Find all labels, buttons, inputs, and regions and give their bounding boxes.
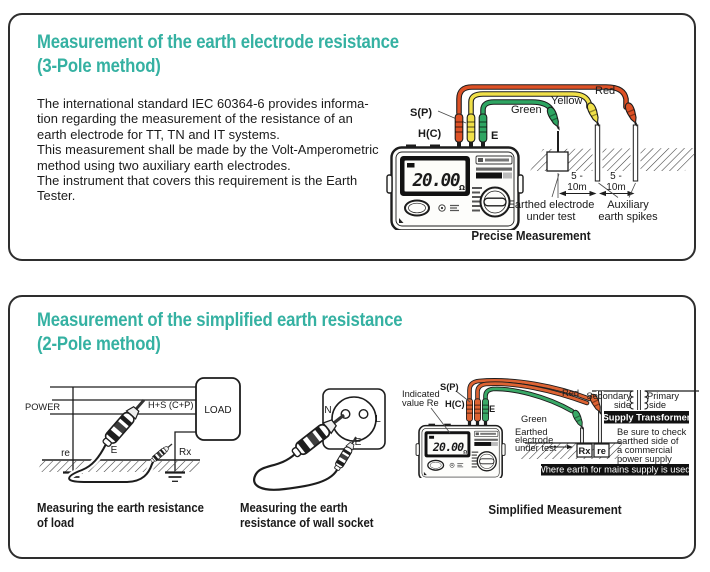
label-terminal-sp: S(P) — [410, 107, 432, 119]
load-measurement-diagram — [20, 373, 250, 495]
distance-2a: 5 - — [610, 171, 622, 182]
caption-socket-line1: Measuring the earth — [240, 501, 348, 515]
panel2-title-line1: Measurement of the simplified earth resistance — [37, 310, 403, 331]
distance-1b: 10m — [567, 182, 587, 193]
body-line: method using two auxiliary earth electrodes. — [37, 157, 291, 173]
wall-socket-diagram — [240, 378, 395, 493]
body-line: The instrument that covers this requirement is the Earth — [37, 173, 358, 189]
body-line: Tester. — [37, 188, 76, 204]
label-re: re — [61, 448, 70, 459]
meter-display-unit: Ω — [459, 184, 465, 192]
label-probe-hs: H+S (C+P) — [148, 400, 194, 410]
label-mains-earth-banner: Where earth for mains supply is used. — [536, 464, 694, 475]
label-earthed-1: Earthed — [515, 427, 548, 437]
label-e: E — [110, 445, 118, 456]
note-line: earthed side of — [617, 436, 679, 446]
caption-load — [37, 501, 204, 531]
auxiliary-spike-1 — [595, 125, 599, 181]
probe-hs — [101, 396, 149, 449]
note-line: a commercial — [617, 445, 673, 455]
plug-hc — [455, 114, 463, 149]
plug-sp — [466, 399, 472, 427]
label-green-wire: Green — [511, 104, 542, 116]
meter-display-unit: Ω — [463, 450, 468, 456]
label-primary-2: side — [649, 400, 667, 410]
label-terminal-e: E — [491, 130, 499, 142]
socket-hole-l — [359, 410, 368, 419]
caption-socket-line2: resistance of wall socket — [240, 516, 374, 530]
label-indicated-2: value Re — [402, 398, 439, 408]
plug-hc — [474, 399, 480, 427]
label-red-wire: Red — [595, 85, 616, 97]
green-clip — [546, 106, 564, 132]
caption-load-line1: Measuring the earth resistance — [37, 501, 204, 515]
body-line: earth electrode for TT, TN and IT systems. — [37, 126, 280, 142]
meter-display-value: 20.00 — [412, 171, 460, 191]
distance-1a: 5 - — [571, 171, 583, 182]
caption-load-line2: of load — [37, 516, 75, 530]
earth-symbol-rx — [165, 473, 185, 482]
simplified-measurement-diagram — [400, 372, 702, 478]
earthed-electrode-box — [547, 152, 568, 171]
label-secondary-2: side — [613, 400, 631, 410]
earth-tester — [387, 145, 523, 231]
label-earthed-2: electrode — [515, 435, 554, 445]
label-terminal-sp: S(P) — [440, 382, 459, 392]
label-supply-transformer: Supply Transformer — [602, 412, 691, 423]
earth-tester — [416, 424, 505, 478]
note-line: power supply — [617, 454, 672, 464]
caption-socket — [240, 501, 374, 531]
label-primary-1: Primary — [647, 391, 680, 401]
body-line: tion regarding the measurement of the resistance of an — [37, 111, 353, 127]
label-terminal-e: E — [489, 404, 496, 414]
rx-rod — [581, 428, 584, 444]
label-yellow-wire: Yellow — [551, 95, 583, 107]
body-line: The international standard IEC 60364-6 provides informa- — [37, 96, 369, 111]
label-earthed-electrode-1: Earthed electrode — [507, 199, 595, 211]
plug-e — [482, 399, 488, 427]
distance-2b: 10m — [606, 182, 626, 193]
label-load: LOAD — [204, 405, 232, 416]
caption-precise-measurement: Precise Measurement — [471, 229, 591, 243]
label-terminal-hc: H(C) — [418, 128, 442, 140]
label-secondary-1: Secondary — [586, 391, 631, 401]
label-rx: Rx — [179, 447, 192, 458]
caption-simplified-measurement: Simplified Measurement — [488, 503, 622, 517]
label-green-wire: Green — [521, 414, 547, 424]
label-auxiliary-1: Auxiliary — [607, 199, 649, 211]
label-indicated-1: Indicated — [402, 389, 440, 399]
label-power: POWER — [25, 402, 61, 412]
label-rx: Rx — [578, 446, 591, 456]
label-red-wire: Red — [562, 388, 580, 398]
label-earthed-3: under test — [515, 443, 557, 453]
precise-measurement-diagram — [380, 70, 705, 230]
panel1-title-line2: (3-Pole method) — [37, 55, 161, 77]
label-n: N — [324, 405, 332, 416]
meter-display-value: 20.00 — [432, 439, 464, 454]
label-earthed-electrode-2: under test — [526, 211, 576, 223]
body-line: This measurement shall be made by the Volt-Amperometric — [37, 142, 379, 158]
panel1-title-line1: Measurement of the earth electrode resistance — [37, 32, 399, 53]
plug-e — [479, 114, 487, 149]
label-l: L — [375, 414, 381, 425]
label-auxiliary-2: earth spikes — [598, 211, 658, 223]
label-re: re — [597, 446, 606, 456]
label-e: E — [354, 437, 362, 448]
panel2-title — [37, 309, 402, 356]
panel2-title-line2: (2-Pole method) — [37, 333, 161, 355]
ground-hatch — [37, 461, 200, 472]
panel1-body-text — [37, 96, 379, 204]
plug-sp — [467, 114, 475, 149]
auxiliary-spike-2 — [633, 125, 637, 181]
note-line: Be sure to check — [617, 427, 687, 437]
label-terminal-hc: H(C) — [445, 399, 465, 409]
panel1-title — [37, 31, 399, 78]
